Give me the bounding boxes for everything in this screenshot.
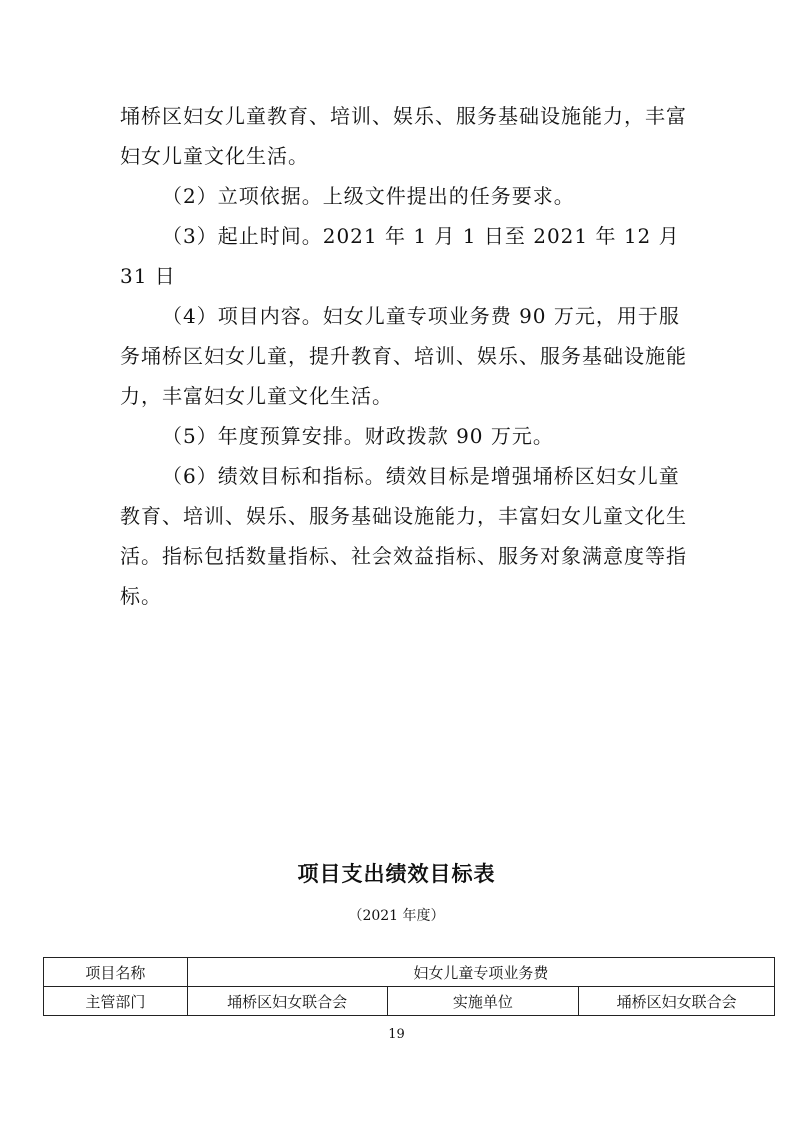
department-label: 主管部门 bbox=[44, 987, 188, 1016]
project-name-label: 项目名称 bbox=[44, 958, 188, 987]
department-value: 埇桥区妇女联合会 bbox=[187, 987, 387, 1016]
page-number: 19 bbox=[388, 1027, 405, 1042]
table-row bbox=[44, 958, 775, 987]
body-text bbox=[120, 96, 690, 616]
paragraph-5: （5）年度预算安排。财政拨款 90 万元。 bbox=[162, 424, 554, 448]
implementer-value: 埇桥区妇女联合会 bbox=[579, 987, 775, 1016]
implementer-label: 实施单位 bbox=[387, 987, 579, 1016]
paragraph-2: （2）立项依据。上级文件提出的任务要求。 bbox=[162, 184, 575, 208]
project-name-value: 妇女儿童专项业务费 bbox=[187, 958, 774, 987]
paragraph-1: 埇桥区妇女儿童教育、培训、娱乐、服务基础设施能力，丰富妇女儿童文化生活。 bbox=[120, 104, 687, 168]
paragraph-4: （4）项目内容。妇女儿童专项业务费 90 万元，用于服务埇桥区妇女儿童，提升教育、培训、娱乐、服务基础设施能力，丰富妇女儿童文化生活。 bbox=[120, 304, 687, 408]
table-title: 项目支出绩效目标表 bbox=[297, 862, 496, 886]
table-subtitle: （2021 年度） bbox=[348, 908, 445, 924]
performance-table bbox=[43, 957, 775, 1016]
paragraph-6: （6）绩效目标和指标。绩效目标是增强埇桥区妇女儿童教育、培训、娱乐、服务基础设施能力，丰富妇女儿童文化生活。指标包括数量指标、社会效益指标、服务对象满意度等指标。 bbox=[120, 464, 687, 608]
table-row bbox=[44, 987, 775, 1016]
paragraph-3: （3）起止时间。2021 年 1 月 1 日至 2021 年 12 月 31 日 bbox=[120, 224, 680, 288]
